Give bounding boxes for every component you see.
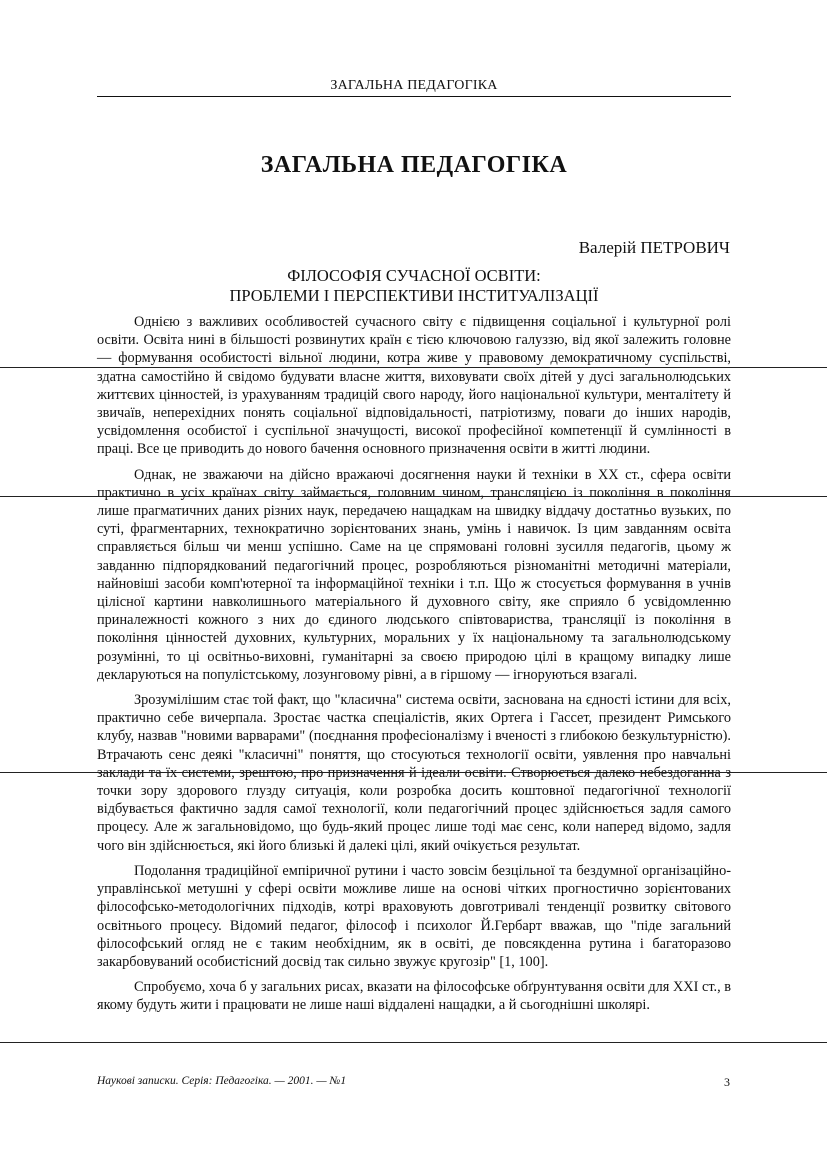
article-title-line-2: ПРОБЛЕМИ І ПЕРСПЕКТИВИ ІНСТИТУАЛІЗАЦІЇ (229, 286, 599, 305)
scan-line (0, 496, 827, 497)
scan-line (0, 772, 827, 773)
section-title: ЗАГАЛЬНА ПЕДАГОГІКА (260, 152, 568, 178)
article-author: Валерій ПЕТРОВИЧ (578, 238, 730, 257)
paragraph: Однією з важливих особливостей сучасного світу є підвищення соціальної і культурної ролі освіти. Освіта нині в більшості розвинутих країн є тією ключовою галуззю, від якої залежить головне — формування особистості вільної людини, котра живе у правовому демократичному суспільстві, здатна самостійно й свідомо будувати власне життя, виховувати своїх дітей у дусі загальнолюдських життєвих цінностей, із урахуванням традицій свого народу, його національної культури, менталітету й звичаїв, неперехідних понять соціальної відповідальності, патріотизму, поваги до інших народів, усвідомлення особистої і суспільної значущості, високої професійної компетенції й сумлінності в праці. Все це приводить до нового бачення основного призначення освіти в житті людини. (97, 314, 731, 458)
paragraph: Зрозумілішим стає той факт, що "класична" система освіти, заснована на єдності істини для всіх, практично себе вичерпала. Зростає частка спеціалістів, яких Ортега і Гассет, президент Римського клубу, назвав "новими варварами" (поєднання професіоналізму і вченості з глибокою безкультурністю). Втрачають сенс деякі "класичні" поняття, що стосуються технології освіти, уявлення про навчальні заклади та їх системи, зрештою, про призначення й ідеали освіти. Створюється далеко небездоганна з точки зору здорового глузду ситуація, коли розробка досить коштовної педагогічної технології відбувається фактично задля самої технології, коли педагогічний процес здійснюється задля самого процесу. Але ж загальновідомо, що будь-який процес лише тоді має сенс, коли наперед відомо, задля чого він здійснюється, які його близькі й далекі цілі, який очікується результат. (97, 692, 731, 854)
page-number: 3 (724, 1075, 730, 1089)
article-title-line-1: ФІЛОСОФІЯ СУЧАСНОЇ ОСВІТИ: (287, 266, 541, 285)
running-header: ЗАГАЛЬНА ПЕДАГОГІКА (330, 78, 498, 93)
scan-line (0, 367, 827, 368)
paragraph: Однак, не зважаючи на дійсно вражаючі досягнення науки й техніки в ХХ ст., сфера освіти практично в усіх країнах світу займається, головним чином, трансляцією із покоління в покоління лише прагматичних даних різних наук, передачею нащадкам на швидку віддачу достатньо вузьких, по суті, фрагментарних, технократично зорієнтованих знань, умінь і навичок. Із цим завданням освіта справляється більш чи менш успішно. Саме на це спрямовані головні зусилля педагогів, цьому ж завданню підпорядкований педагогічний процес, розробляються різноманітні методичні матеріали, найновіші засоби комп'ютерної та інформаційної техніки і т.п. Що ж стосується формування в учнів цілісної картини навколишнього матеріального й духовного світу, яке сприяло б усвідомленню приналежності кожного з них до єдиного людського співтовариства, трансляції із покоління в покоління цінностей духовних, культурних, моральних у їх національному та загальнолюдському розумінні, то ці освітньо-виховні, гуманітарні за своєю природою цілі в кращому випадку лише декларуються на популістському, лозунговому рівні, а в гіршому — ігноруються взагалі. (97, 466, 731, 683)
paragraph: Подолання традиційної емпіричної рутини і часто зовсім безцільної та бездумної організаційно-управлінської метушні у сфері освіти можливе лише на основі чітких прогностично зорієнтованих філософсько-методологічних підходів, котрі враховують довготривалі тенденції розвитку світового освітнього процесу. Відомий педагог, філософ і психолог Й.Гербарт вважав, що "піде загальний філософський огляд не є таким необхідним, як в освіті, де повсякденна рутина і багаторазово закарбовуваний особистісний досвід так сильно звужує кругозір" [1, 100]. (97, 862, 731, 970)
footer-journal: Наукові записки. Серія: Педагогіка. — 2001. — №1 (97, 1075, 347, 1087)
paragraph: Спробуємо, хоча б у загальних рисах, вказати на філософське обґрунтування освіти для ХХІ ст., в якому будуть жити і працювати не лише наші віддалені нащадки, а й сьогоднішні школярі. (97, 979, 731, 1014)
scan-line (0, 1042, 827, 1043)
article-body (97, 313, 731, 1022)
header-rule (97, 96, 731, 97)
article-title (97, 266, 731, 306)
